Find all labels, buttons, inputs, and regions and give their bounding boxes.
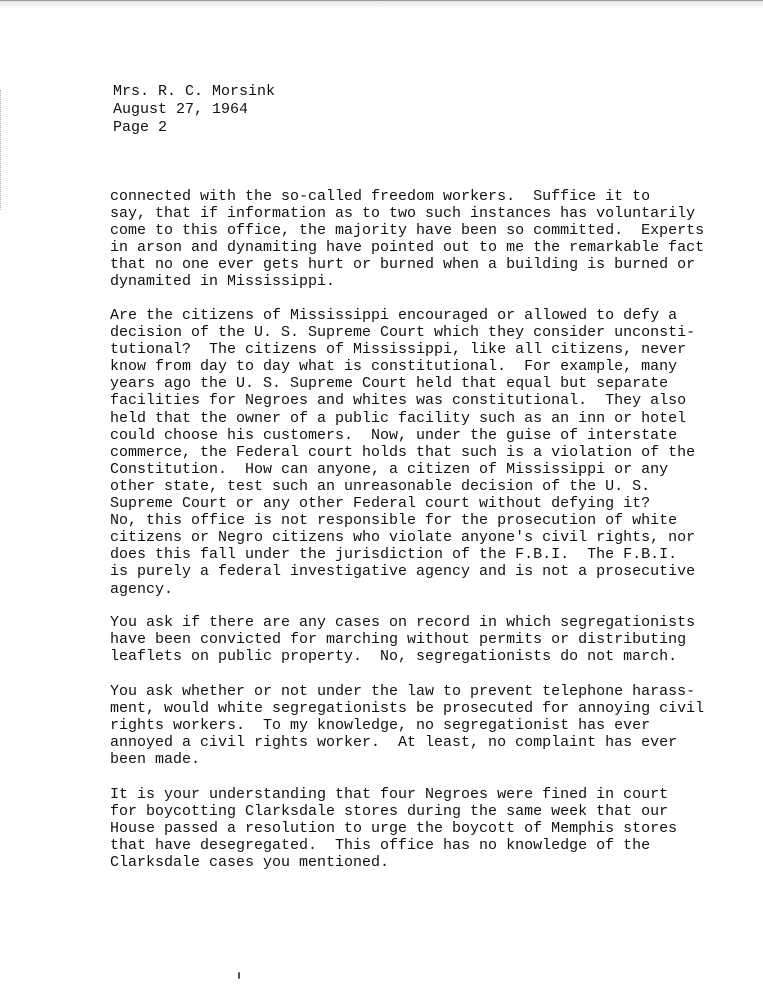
paragraph-freedom-workers: connected with the so-called freedom workers. Suffice it to say, that if information as to two such instances has voluntarily come to this office, the majority have been so committed. Experts in arson and dynamiting have pointed out to me the remarkable fact that no one ever gets hurt or burned when a building is burned or dynamited in Mississippi. <box>110 188 705 291</box>
recipient-name: Mrs. R. C. Morsink <box>113 83 276 100</box>
page-number: Page 2 <box>113 119 168 136</box>
page-left-margin-marks <box>0 90 7 210</box>
paragraph-telephone-harassment: You ask whether or not under the law to prevent telephone harass- ment, would white segregationists be prosecuted for annoying civil rights workers. To my knowledge, no segregationist has ever annoyed a civil rights worker. At least, no complaint has ever been made. <box>110 683 705 769</box>
letter-date: August 27, 1964 <box>113 101 249 118</box>
stray-ink-mark <box>238 972 240 979</box>
paragraph-clarksdale-boycott: It is your understanding that four Negroes were fined in court for boycotting Clarksdale stores during the same week that our House passed a resolution to urge the boycott of Memphis stores that have desegregated. This office has no knowledge of the Clarksdale cases you mentioned. <box>110 786 678 872</box>
letter-header <box>113 83 275 137</box>
paragraph-supreme-court: Are the citizens of Mississippi encouraged or allowed to defy a decision of the U. S. Supreme Court which they consider unconsti- tutional? The citizens of Mississippi, like all citizens, never know from day to day what is constitutional. For example, many years ago the U. S. Supreme Court held that equal but separate facilities for Negroes and whites was constitutional. They also held that the owner of a public facility such as an inn or hotel could choose his customers. Now, under the guise of interstate commerce, the Federal court holds that such is a violation of the Constitution. How can anyone, a citizen of Mississippi or any other state, test such an unreasonable decision of the U. S. Supreme Court or any other Federal court without defying it? No, this office is not responsible for the prosecution of white citizens or Negro citizens who violate anyone's civil rights, nor does this fall under the jurisdiction of the F.B.I. The F.B.I. is purely a federal investigative agency and is not a prosecutive agency. <box>110 307 696 598</box>
paragraph-marching-permits: You ask if there are any cases on record in which segregationists have been convicted for marching without permits or distributing leaflets on public property. No, segregationists do not march. <box>110 614 696 666</box>
page-top-edge <box>0 0 763 9</box>
